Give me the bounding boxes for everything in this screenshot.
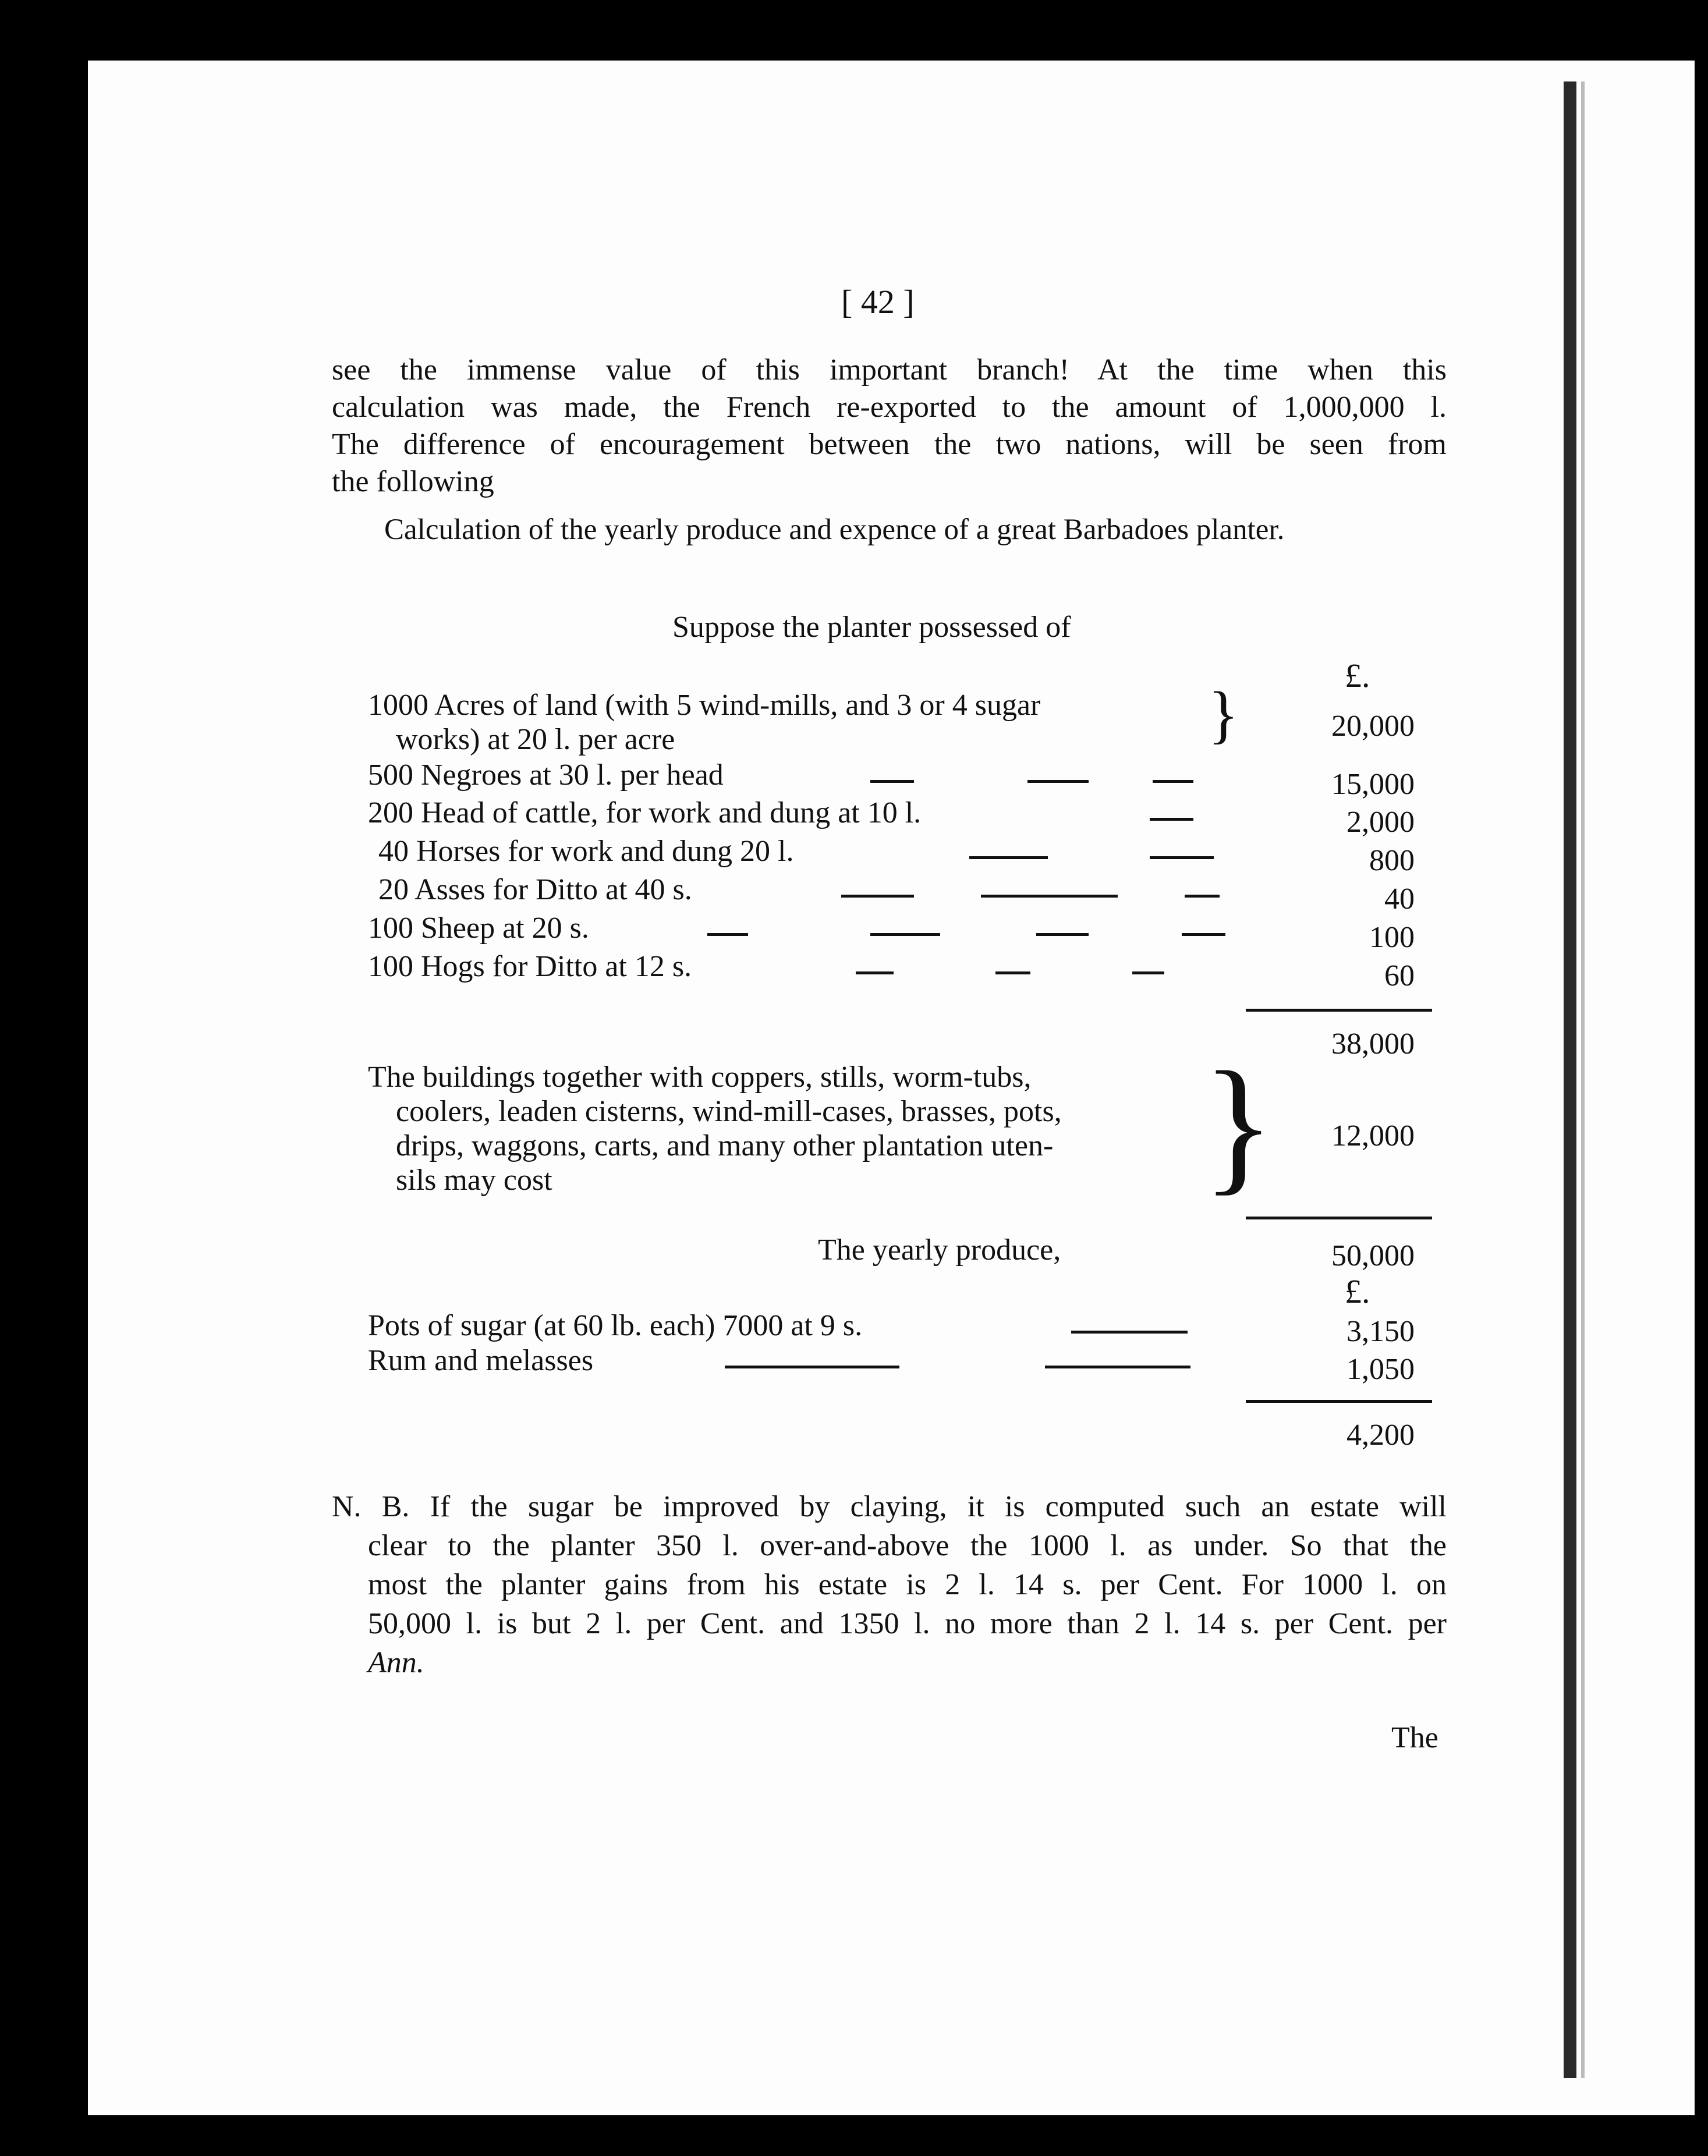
leader-dash bbox=[870, 933, 940, 936]
nb-line: 50,000 l. is but 2 l. per Cent. and 1350 l. no more than 2 l. 14 s. per Cent. per bbox=[368, 1607, 1447, 1640]
leader-dash bbox=[870, 780, 914, 783]
currency-header: £. bbox=[1345, 657, 1370, 694]
nb-line: clear to the planter 350 l. over-and-above the 1000 l. as under. So that the bbox=[368, 1529, 1447, 1562]
catchword: The bbox=[1391, 1721, 1438, 1754]
item-amount: 60 bbox=[1384, 959, 1415, 992]
intro-line-3: The difference of encouragement between the two nations, will be seen from bbox=[332, 428, 1447, 461]
buildings-line: drips, waggons, carts, and many other plantation uten- bbox=[396, 1129, 1054, 1162]
produce-line: Rum and melasses bbox=[368, 1344, 594, 1377]
leader-dash bbox=[856, 971, 894, 974]
item-amount: 20,000 bbox=[1331, 710, 1415, 743]
item-line: 500 Negroes at 30 l. per head bbox=[368, 758, 724, 792]
leader-dash bbox=[1150, 818, 1193, 821]
item-line: works) at 20 l. per acre bbox=[396, 723, 675, 756]
item-line: 100 Hogs for Ditto at 12 s. bbox=[368, 950, 692, 983]
subtotal-rule bbox=[1246, 1009, 1432, 1012]
leader-dash bbox=[1185, 895, 1220, 898]
intro-line-2: calculation was made, the French re-exported to the amount of 1,000,000 l. bbox=[332, 391, 1447, 424]
nb-line: most the planter gains from his estate is 2 l. 14 s. per Cent. For 1000 l. on bbox=[368, 1568, 1447, 1601]
leader-dash bbox=[969, 856, 1048, 859]
item-amount: 40 bbox=[1384, 882, 1415, 916]
leader-dash bbox=[1071, 1331, 1188, 1334]
buildings-line: coolers, leaden cisterns, wind-mill-cases, brasses, pots, bbox=[396, 1095, 1062, 1128]
leader-dash bbox=[1027, 780, 1089, 783]
leader-dash bbox=[981, 895, 1118, 898]
calculation-heading: Calculation of the yearly produce and expence of a great Barbadoes planter. bbox=[384, 513, 1285, 546]
leader-dash bbox=[841, 895, 914, 898]
produce-currency-header: £. bbox=[1345, 1272, 1370, 1310]
yearly-produce-heading: The yearly produce, bbox=[818, 1233, 1061, 1267]
item-amount: 15,000 bbox=[1331, 768, 1415, 801]
item-line: 40 Horses for work and dung 20 l. bbox=[378, 835, 794, 868]
produce-line: Pots of sugar (at 60 lb. each) 7000 at 9 s. bbox=[368, 1309, 863, 1342]
produce-total-rule bbox=[1246, 1400, 1432, 1403]
buildings-line: The buildings together with coppers, stills, worm-tubs, bbox=[368, 1061, 1032, 1094]
leader-dash bbox=[1036, 933, 1089, 936]
item-amount: 100 bbox=[1369, 921, 1415, 954]
intro-line-4: the following bbox=[332, 465, 494, 498]
produce-amount: 3,150 bbox=[1346, 1315, 1415, 1348]
item-line: 20 Asses for Ditto at 40 s. bbox=[378, 873, 692, 906]
nb-line: N. B. If the sugar be improved by claying, it is computed such an estate will bbox=[332, 1490, 1447, 1523]
brace-icon: } bbox=[1202, 1041, 1275, 1208]
item-line: 1000 Acres of land (with 5 wind-mills, and 3 or 4 sugar bbox=[368, 689, 1041, 722]
page-number: [ 42 ] bbox=[841, 283, 915, 321]
leader-dash bbox=[1150, 856, 1214, 859]
page-gutter-shadow bbox=[1564, 81, 1576, 2078]
leader-dash bbox=[995, 971, 1030, 974]
leader-dash bbox=[1045, 1366, 1190, 1368]
item-line: 200 Head of cattle, for work and dung at 10 l. bbox=[368, 796, 922, 829]
produce-amount: 1,050 bbox=[1346, 1353, 1415, 1386]
brace-icon: } bbox=[1208, 679, 1239, 750]
produce-total-amount: 4,200 bbox=[1346, 1419, 1415, 1452]
intro-line-1: see the immense value of this important branch! At the time when this bbox=[332, 353, 1447, 386]
item-amount: 2,000 bbox=[1346, 806, 1415, 839]
total-amount: 50,000 bbox=[1331, 1239, 1415, 1272]
item-amount: 800 bbox=[1369, 844, 1415, 877]
leader-dash bbox=[1153, 780, 1193, 783]
leader-dash bbox=[707, 933, 748, 936]
buildings-line: sils may cost bbox=[396, 1164, 552, 1197]
nb-line: Ann. bbox=[368, 1646, 424, 1679]
item-line: 100 Sheep at 20 s. bbox=[368, 912, 589, 945]
leader-dash bbox=[725, 1366, 899, 1368]
page-edge bbox=[1581, 81, 1585, 2078]
leader-dash bbox=[1132, 971, 1164, 974]
leader-dash bbox=[1182, 933, 1225, 936]
total-rule bbox=[1246, 1217, 1432, 1219]
buildings-amount: 12,000 bbox=[1331, 1119, 1415, 1153]
subtotal-amount: 38,000 bbox=[1331, 1027, 1415, 1061]
suppose-heading: Suppose the planter possessed of bbox=[672, 611, 1071, 644]
